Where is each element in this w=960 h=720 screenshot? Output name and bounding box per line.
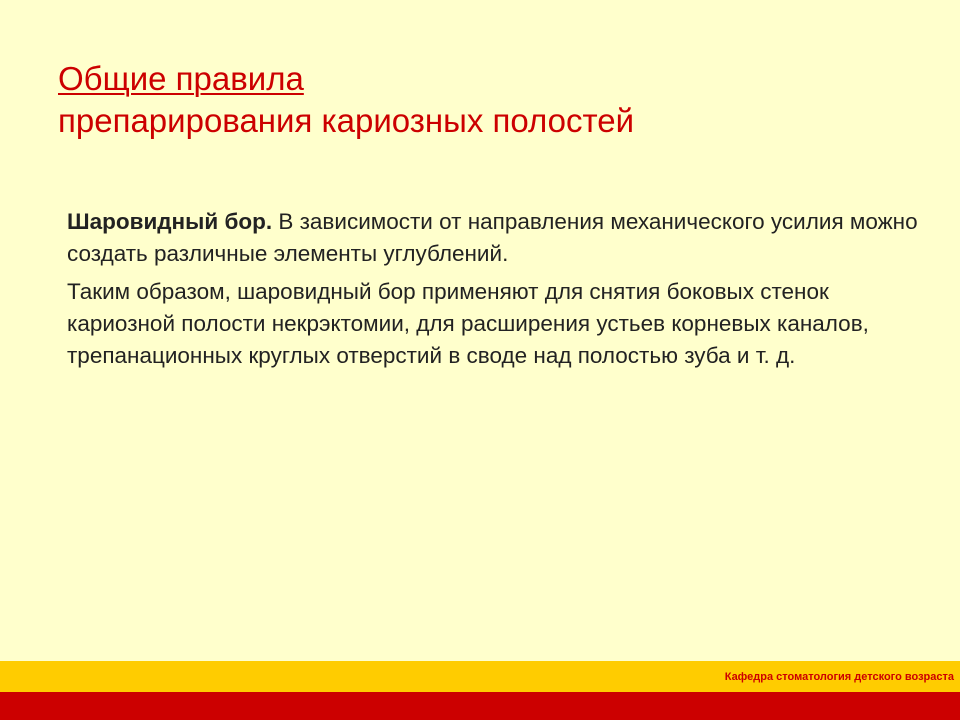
paragraph-1 [67,206,927,270]
paragraph-2: Таким образом, шаровидный бор применяют для снятия боковых стенок кариозной полости некрэктомии, для расширения устьев корневых каналов, трепанационных круглых отверстий в своде над полостью зуба и т. д. [67,279,869,368]
footer-department-label: Кафедра стоматология детского возраста [724,671,954,683]
title-line-1: Общие правила [58,60,304,97]
paragraph-1-bold: Шаровидный бор. [67,209,273,234]
slide-title [58,58,918,142]
paragraph-1-text: В зависимости от направления механического усилия можно создать различные элементы углублений. [67,209,918,266]
slide-body [67,206,927,378]
title-line-2: препарирования кариозных полостей [58,102,635,139]
footer-red-band [0,692,960,720]
